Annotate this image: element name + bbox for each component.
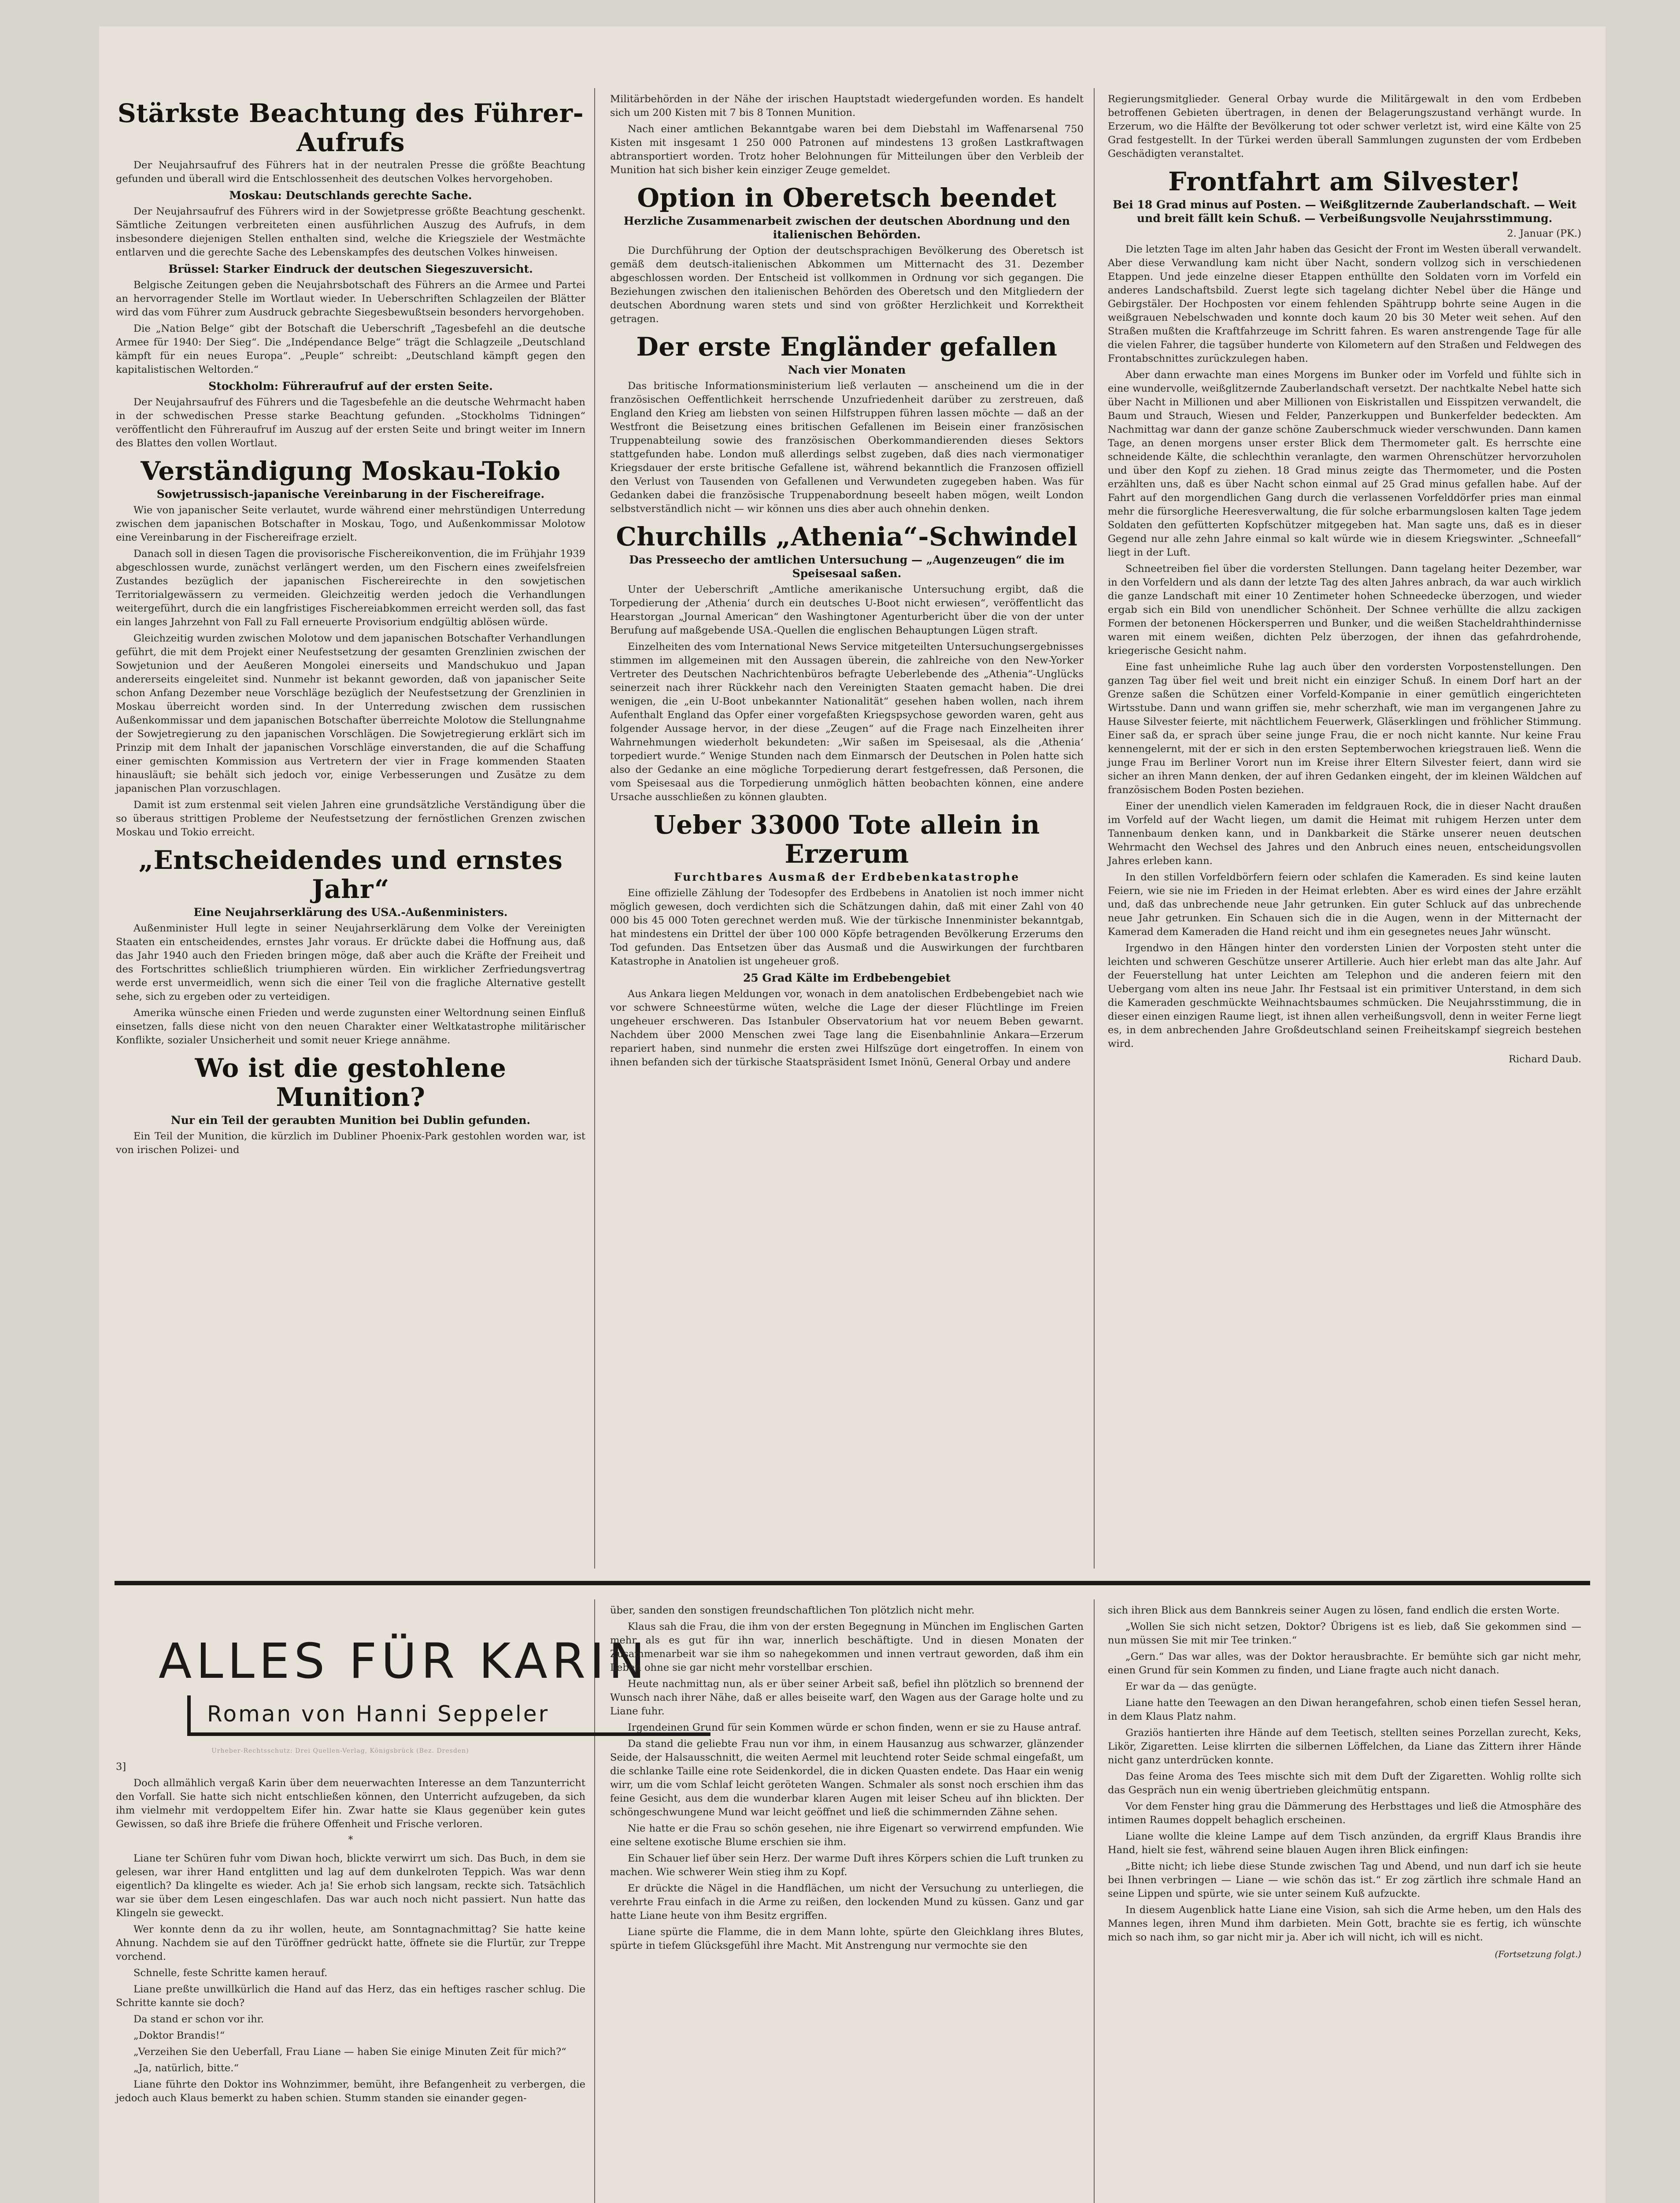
novel-text: In diesem Augenblick hatte Liane eine Vision, sah sich die Arme heben, um den Hals des Mannes legen, ihren Mund ihm darbieten. Mein Gott, brachte sie es fertig, ich wünschte mich so nach ihm, so gar nicht mir ja. Aber ich will nicht, ich will es nicht.	[1108, 1904, 1581, 1943]
article-text: Danach soll in diesen Tagen die provisorische Fischereikonvention, die im Frühjahr 1939 abgeschlossen wurde, zunächst verlängert werden, um den Fischern eines zweifelsfreien Zustandes bezüglich der japanischen Fischereirechte in den sowjetischen Territorialgewässern zu vermeiden. Gleichzeitig werden jedoch die Verhandlungen weitergeführt, durch die ein langfristiges Fischereiabkommen erreicht werden soll, das fast ein langes Jahrzehnt von Fall zu Fall erneuerte Provisorium endgültig ablösen würde.	[116, 548, 585, 628]
subheading: Furchtbares Ausmaß der Erdbebenkatastrophe	[673, 871, 1020, 883]
novel-text: Da stand er schon vor ihr.	[133, 2014, 264, 2025]
headline-frontfahrt: Frontfahrt am Silvester!	[1168, 167, 1521, 197]
article-text: Der Neujahrsaufruf des Führers und die Tagesbefehle an die deutsche Wehrmacht haben in der schwedischen Presse starke Beachtung gefunden. „Stockholms Tidningen“ veröffentlicht den Führeraufruf im Auszug auf der ersten Seite und bringt weiter im Innern des Blattes den vollen Wortlaut.	[116, 397, 585, 449]
article-text: Gleichzeitig wurden zwischen Molotow und dem japanischen Botschafter Verhandlungen geführt, die mit dem Projekt einer Neufestsetzung der gesamten Grenzlinien zwischen der Sowjetunion und der Aeußeren Mongolei einerseits und Mandschukuo und Japan andererseits eingeleitet sind. Nunmehr ist bekannt geworden, daß von japanischer Seite schon Anfang Dezember neue Vorschläge bezüglich der Neufestsetzung der Grenzlinien in Moskau überreicht worden sind. In der Unterredung zwischen dem russischen Außenkommissar und dem japanischen Botschafter überreichte Molotow die Stellungnahme der Sowjetregierung zu den japanischen Vorschlägen. Die Sowjetregierung erklärt sich im Prinzip mit dem Inhalt der japanischen Vorschläge einverstanden, die auf die Schaffung einer gemischten Kommission aus Vertretern der vier in Frage kommenden Staaten hinausläuft; sie behält sich jedoch vor, einige Verbesserungen und Zusätze zu dem japanischen Plan vorzuschlagen.	[116, 633, 585, 794]
novel-title: ALLES FÜR KARIN	[159, 1633, 649, 1689]
article-text: Eine offizielle Zählung der Todesopfer des Erdbebens in Anatolien ist noch immer nicht möglich gewesen, doch verdichten sich die Schätzungen dahin, daß mit einer Zahl von 40 000 bis 45 000 Toten gerechnet werden muß. Wie der türkische Innenminister bekanntgab, hat mindestens ein Drittel der über 100 000 Köpfe betragenden Bevölkerung Erzerums den Tod gefunden. Das Entsetzen über das Ausmaß und die Auswirkungen der furchtbaren Katastrophe in Anatolien ist ungeheuer groß.	[610, 887, 1084, 967]
novel-column-1	[116, 1760, 585, 2108]
article-text: Einzelheiten des vom International News Service mitgeteilten Untersuchungsergebnisses stimmen im allgemeinen mit den Aussagen überein, die zahlreiche von den New-Yorker Vertreter des Deutschen Nachrichtenbüros befragte Ueberlebende des „Athenia“-Unglücks seinerzeit nach ihrer Rückkehr nach den Vereinigten Staaten gemacht haben. Die drei wenigen, die „ein U-Boot unbekannter Nationalität“ gesehen haben wollen, nach ihrem Aufenthalt England das Opfer einer vorgefaßten Kriegspsychose geworden waren, geht aus folgender Aussage hervor, in der diese „Zeugen“ auf die Frage nach Einzelheiten ihrer Wahrnehmungen wiederholt bekundeten: „Wir saßen im Speisesaal, als die ‚Athenia‘ torpediert wurde.“ Wenige Stunden nach dem Einmarsch der Deutschen in Polen hatte sich also der Gedanke an eine mögliche Torpedierung derart festgefressen, daß Personen, die vom Speisesaal aus die Torpedierung unmöglich hätten beobachten können, eine andere Ursache ausschließen zu können glaubten.	[610, 641, 1084, 803]
novel-text: Irgendeinen Grund für sein Kommen würde er schon finden, wenn er sie zu Hause antraf.	[628, 1722, 1081, 1733]
headline-erzerum: Ueber 33000 Tote allein in Erzerum	[654, 810, 1040, 869]
column-rule-2	[1094, 88, 1095, 1569]
novel-text: Schnelle, feste Schritte kamen herauf.	[133, 1967, 328, 1979]
article-text: Außenminister Hull legte in seiner Neujahrserklärung dem Volke der Vereinigten Staaten ein entscheidendes, ernstes Jahr voraus. Er drückte dabei die Hoffnung aus, daß das Jahr 1940 auch den Frieden bringen möge, daß aber auch die Kräfte der Freiheit und des Fortschrittes schließlich triumphieren würden. Ein wirklicher Zerfriedungsvertrag werde erst unvermeidlich, wenn sich die einer Teil von die fragliche Alternative gestellt sehe, sich zu ergeben oder zu verteidigen.	[116, 923, 585, 1002]
subheading: Herzliche Zusammenarbeit zwischen der deutschen Abordnung und den italienischen Behörden.	[623, 215, 1070, 241]
headline-munition: Wo ist die gestohlene Munition?	[195, 1053, 507, 1112]
article-text: Wie von japanischer Seite verlautet, wurde während einer mehrstündigen Unterredung zwischen dem japanischen Botschafter in Moskau, Togo, und Außenkommissar Molotow eine Vereinbarung in der Fischereifrage erzielt.	[116, 504, 585, 543]
article-text: Der Neujahrsaufruf des Führers wird in der Sowjetpresse größte Beachtung geschenkt. Sämtliche Zeitungen verbreiteten einen ausführlichen Auszug des Aufrufs, in dem insbesondere diejenigen Stellen enthalten sind, welche die Kriegsziele der Westmächte entlarven und die gerechte Sache des Lebenskampfes des deutschen Volkes hinweisen.	[116, 206, 585, 258]
copyright-notice: Urheber-Rechtsschutz: Drei Quellen-Verlag, Königsbrück (Bez. Dresden)	[211, 1747, 469, 1754]
article-text: Regierungsmitglieder. General Orbay wurde die Militärgewalt in den vom Erdbeben betroffenen Gebieten übertragen, in denen der Belagerungszustand verhängt wurde. In Erzerum, wo die Hälfte der Bevölkerung tot oder schwer verletzt ist, wird eine Kälte von 25 Grad festgestellt. In der Türkei werden überall Sammlungen zugunsten der vom Erdbeben Geschädigten veranstaltet.	[1108, 93, 1581, 159]
novel-text: Liane spürte die Flamme, die in dem Mann lohte, spürte den Gleichklang ihres Blutes, spürte in tiefem Glücksgefühl ihre Macht. Mit Anstrengung nur vermochte sie den	[610, 1926, 1084, 1951]
novel-text: Klaus sah die Frau, die ihm von der ersten Begegnung in München im Englischen Garten mehr als es gut für ihn war, innerlich beschäftigte. Und in diesen Monaten der Zusammenarbeit war sie ihm so nahegekommen und innen vertraut geworden, daß ihm ein Leben ohne sie gar nicht mehr vorstellbar erschien.	[610, 1621, 1084, 1673]
subheading: Nur ein Teil der geraubten Munition bei Dublin gefunden.	[170, 1114, 531, 1127]
novel-text: Er drückte die Nägel in die Handflächen, um nicht der Versuchung zu unterliegen, die verehrte Frau einfach in die Arme zu reißen, den lockenden Mund zu küssen. Ganz und gar hatte Liane heute von ihm Besitz ergriffen.	[610, 1883, 1084, 1921]
article-text: Eine fast unheimliche Ruhe lag auch über den vordersten Vorpostenstellungen. Den ganzen Tag über fiel weit und breit nicht ein einziger Schuß. In einem Dorf hart an der Grenze saßen die Schützen einer Vorfeld-Kompanie in einer gemütlich eingerichteten Wirtsstube. Dann und wann griffen sie, mehr scherzhaft, wie man im vergangenen Jahre zu Hause Silvester feierte, mit nächtlichem Feuerwerk, Gläserklingen und fröhlicher Stimmung. Einer saß da, er sprach über seine junge Frau, die er noch nicht kannte. Nur keine Frau kennengelernt, mit der er sich in den ersten Septemberwochen kriegstrauen ließ. Wenn die junge Frau im Berliner Vorort nun im Kreise ihrer Eltern Silvester feiert, dann wird sie sicher an ihren Mann denken, der auf ihren Gedanken eingeht, der im kleinen Wäldchen auf französischem Boden Posten beziehen.	[1108, 661, 1581, 796]
continuation-note: (Fortsetzung folgt.)	[1495, 1949, 1581, 1959]
article-text: Unter der Ueberschrift „Amtliche amerikanische Untersuchung ergibt, daß die Torpedierung der ‚Athenia‘ durch ein deutsches U-Boot nicht erwiesen“, veröffentlicht das Hearstorgan „Journal American“ den Washingtoner Agenturbericht über die von der unter Berufung auf maßgebende USA.-Quellen die englischen Behauptungen Lügen straft.	[610, 584, 1084, 636]
article-text: Damit ist zum erstenmal seit vielen Jahren eine grundsätzliche Verständigung über die so überaus strittigen Probleme der Neufestsetzung der fernöstlichen Grenzen zwischen Moskau und Tokio erreicht.	[116, 799, 585, 838]
novel-column-2	[610, 1604, 1084, 1955]
novel-text: Doch allmählich vergaß Karin über dem neuerwachten Interesse an dem Tanzunterricht den Vorfall. Sie hatte sich nicht entschließen können, den Unterricht aufzugeben, da sich ihm vielmehr mit verdoppeltem Eifer hin. Zwar hatte sie Klaus gegenüber kein gutes Gewissen, so daß ihre Briefe die frühere Offenheit und Frische verloren.	[116, 1777, 585, 1830]
column-left	[116, 93, 585, 1160]
column-right	[1108, 93, 1581, 1068]
novel-text: sich ihren Blick aus dem Bannkreis seiner Augen zu lösen, fand endlich die ersten Worte.	[1108, 1605, 1560, 1616]
novel-text: Liane führte den Doktor ins Wohnzimmer, bemüht, ihre Befangenheit zu verbergen, die jedoch auch Klaus bemerkt zu haben schien. Stumm standen sie einander gegen-	[116, 2079, 585, 2104]
headline-ernstes-jahr: „Entscheidendes und ernstes Jahr“	[138, 845, 563, 904]
headline-athenia: Churchills „Athenia“-Schwindel	[616, 522, 1078, 552]
novel-text: Liane ter Schüren fuhr vom Diwan hoch, blickte verwirrt um sich. Das Buch, in dem sie gelesen, war ihrer Hand entglitten und lag auf dem dunkelroten Teppich. Was war denn eigentlich? Da klingelte es wieder. Ach ja! Sie erhob sich langsam, reckte sich. Tatsächlich war sie über dem Lesen eingeschlafen. Das war auch noch nicht passiert. Nun hatte das Klingeln sie geweckt.	[116, 1853, 585, 1919]
novel-text: Graziös hantierten ihre Hände auf dem Teetisch, stellten seines Porzellan zurecht, Keks, Likör, Zigaretten. Leise klirrten die silbernen Löffelchen, da Liane das Zittern ihrer Hände nicht ganz unterdrücken konnte.	[1108, 1727, 1581, 1766]
article-text: Die „Nation Belge“ gibt der Botschaft die Ueberschrift „Tagesbefehl an die deutsche Armee für 1940: Der Sieg“. Die „Indépendance Belge“ trägt die Schlagzeile „Deutschland kämpft für ein neues Europa“. „Peuple“ schreibt: „Deutschland kämpft gegen den kapitalistischen Weltorden.“	[116, 323, 585, 375]
subheading: Sowjetrussisch-japanische Vereinbarung in der Fischereifrage.	[156, 488, 545, 501]
novel-text: Er war da — das genügte.	[1125, 1681, 1257, 1692]
subheading: Bei 18 Grad minus auf Posten. — Weißglitzernde Zauberlandschaft. — Weit und breit fällt kein Schuß. — Verbeißungsvolle Neujahrsstimmung.	[1113, 198, 1576, 225]
novel-text: Liane wollte die kleine Lampe auf dem Tisch anzünden, da ergriff Klaus Brandis ihre Hand, hielt sie fest, während seine blauen Augen ihren Blick einfingen:	[1108, 1831, 1581, 1856]
article-text: Belgische Zeitungen geben die Neujahrsbotschaft des Führers an die Armee und Partei an hervorragender Stelle im Wortlaut wieder. In Ueberschriften Schlagzeilen der Blätter wird das vom Führer zum Ausdruck gebrachte Siegesbewußtsein besonders hervorgehoben.	[116, 279, 585, 318]
headline-engländer: Der erste Engländer gefallen	[636, 332, 1058, 362]
novel-text: Heute nachmittag nun, als er über seiner Arbeit saß, befiel ihn plötzlich so brennend der Wunsch nach ihrer Nähe, daß er alles beiseite warf, den Wagen aus der Garage holte und zu Liane fuhr.	[610, 1678, 1084, 1717]
subheading: Das Presseecho der amtlichen Untersuchung — „Augenzeugen“ die im Speisesaal saßen.	[629, 553, 1065, 580]
novel-column-3	[1108, 1604, 1581, 1959]
novel-text: „Verzeihen Sie den Ueberfall, Frau Liane — haben Sie einige Minuten Zeit für mich?“	[133, 2046, 566, 2058]
subheading: Nach vier Monaten	[788, 363, 906, 376]
section-divider	[115, 1581, 1590, 1585]
article-text: Nach einer amtlichen Bekanntgabe waren bei dem Diebstahl im Waffenarsenal 750 Kisten mit insgesamt 1 250 000 Patronen auf mindestens 13 großen Lastkraftwagen abtransportiert worden. Trotz hoher Belohnungen für Mitteilungen über den Verbleib der Munition hat sich bisher kein einziger Zeuge gemeldet.	[610, 123, 1084, 176]
article-text: Militärbehörden in der Nähe der irischen Hauptstadt wiedergefunden worden. Es handelt sich um 200 Kisten mit 7 bis 8 Tonnen Munition.	[610, 93, 1084, 119]
article-text: Die letzten Tage im alten Jahr haben das Gesicht der Front im Westen überall verwandelt. Aber diese Verwandlung kam nicht über Nacht, sondern vollzog sich in verschiedenen Etappen. Und jede einzelne dieser Etappen enthüllte den Soldaten vorn im Vorfeld ein anderes Landschaftsbild. Zuerst legte sich tagelang dichter Nebel über die Hänge und Gebirgstäler. Der Hochposten vor einem fehlenden Spähtrupp bohrte seine Augen in die weißgrauen Nebelschwaden und konnte doch kaum 20 bis 30 Meter weit sehen. Auf den Straßen mußten die Kraftfahrzeuge im Schritt fahren. Es waren anstrengende Tage für alle die vielen Fahrer, die tagsüber hunderte von Kilometern auf den Straßen und Feldwegen des Frontabschnittes zurückzulegen haben.	[1108, 244, 1581, 364]
article-text: Einer der unendlich vielen Kameraden im feldgrauen Rock, die in dieser Nacht draußen im Vorfeld auf der Wacht liegen, um damit die Heimat mit ruhigem Herzen unter dem Tannenbaum denken kann, und in Dankbarkeit die Stärke unserer neuen deutschen Wehrmacht den Wechsel des Jahres und den Anbruch eines neuen, entscheidungsvollen Jahres erleben kann.	[1108, 801, 1581, 867]
headline-fuehrer-aufruf: Stärkste Beachtung des Führer-Aufrufs	[117, 98, 584, 157]
subheading: 25 Grad Kälte im Erdbebengebiet	[743, 972, 951, 984]
novel-text: Liane preßte unwillkürlich die Hand auf das Herz, das ein heftiges rascher schlug. Die Schritte kannte sie doch?	[116, 1984, 585, 2009]
article-text: Schneetreiben fiel über die vordersten Stellungen. Dann tagelang heiter Dezember, war in den Vorfeldern und als dann der letzte Tag des alten Jahres anbrach, da war auch wirklich die ganze Landschaft mit einer 10 Zentimeter hohen Schneedecke überzogen, und wieder ergab sich ein Bild von unendlicher Schönheit. Der Schnee verhüllte die allzu zackigen Formen der betonenen Höckersperren und Bunker, und die weißen Stacheldrahthindernisse waren mit einem weißen, dichten Pelz überzogen, der ihnen das gefahrdrohende, kriegerische Gesicht nahm.	[1108, 563, 1581, 656]
column-rule-1	[594, 88, 595, 1569]
novel-text: Das feine Aroma des Tees mischte sich mit dem Duft der Zigaretten. Wohlig rollte sich das Gespräch nun ein wenig übertrieben gleichmütig entspann.	[1108, 1771, 1581, 1796]
dateline: 2. Januar (PK.)	[1507, 228, 1581, 239]
author-signature: Richard Daub.	[1508, 1053, 1581, 1065]
novel-text: Wer konnte denn da zu ihr wollen, heute, am Sonntagnachmittag? Sie hatte keine Ahnung. Nachdem sie auf den Türöffner gedrückt hatte, öffnete sie die Flurtür, zur Treppe vorchend.	[116, 1924, 585, 1962]
article-text: Das britische Informationsministerium ließ verlauten — anscheinend um die in der französischen Oeffentlichkeit herrschende Unzufriedenheit darüber zu zerstreuen, daß England den Krieg am liebsten von seinen Hilfstruppen führen lassen möchte — daß an der Westfront die Beisetzung eines britischen Gefallenen im Beisein einer französischen Truppenabteilung sowie des französischen Oberkommandierenden dieses Sektors stattgefunden habe. London muß allerdings selbst zugeben, daß dies nach viermonatiger Kriegsdauer der erste britische Gefallene ist, während bekanntlich die Franzosen offiziell den Verlust von Tausenden von Gefallenen und Verwundeten zugegeben haben. Was für Gedanken dabei die französische Truppenabordnung beseelt haben mögen, weilt London selbstverständlich nicht — wir können uns dies aber auch ohnehin denken.	[610, 380, 1084, 515]
article-text: Aber dann erwachte man eines Morgens im Bunker oder im Vorfeld und fühlte sich in eine wundervolle, weißglitzernde Zauberlandschaft versetzt. Der nachtkalte Nebel hatte sich über Nacht in Millionen und aber Millionen von Eiskristallen und Eisspitzen verwandelt, die Baum und Strauch, Wiesen und Felder, Panzerkuppen und Bunkerfelder bedeckten. Am Nachmittag war dann der ganze schöne Zauberschmuck wieder verschwunden. Dann kamen Tage, an denen morgens unser erster Blick dem Thermometer galt. Es herrschte eine schneidende Kälte, die schlechthin veranlagte, den warmen Ohrenschützer hervorzuholen und über den Kopf zu ziehen. 18 Grad minus zeigte das Thermometer, und die Posten erzählten uns, daß es über Nacht schon einmal auf 25 Grad minus gefallen habe. Auf der Fahrt auf den morgendlichen Gang durch die verlassenen Vorfelddörfer pries man einmal mehr die fürsorgliche Heeresverwaltung, die für solche erbarmungslosen kalten Tage jedem Soldaten den gefütterten Kopfschützer mitgegeben hat. Man sagte uns, daß es in dieser Gegend nur alle zehn Jahre einmal so kalt würde wie in diesem Kriegswinter. „Schneefall“ liegt in der Luft.	[1108, 369, 1581, 558]
article-text: Irgendwo in den Hängen hinter den vordersten Linien der Vorposten steht unter die leichten und schweren Geschütze unserer Artillerie. Auch hier erlebt man das alte Jahr. Auf der Feuerstellung hat unter Leichten am Telephon und die anderen feiern mit den Uebergang vom alten ins neue Jahr. Ihr Festsaal ist ein primitiver Unterstand, in dem sich die Kameraden geschmückte Weihnachtsbaumes schmücken. Die Neujahrsstimmung, die in dieser einen einzigen Raume liegt, ist ihnen allen verheißungsvoll, denn in weiter Ferne liegt es, in dem anbrechenden Jahre Großdeutschland seinen Freiheitskampf siegreich bestehen wird.	[1108, 942, 1581, 1050]
novel-byline: Roman von Hanni Seppeler	[207, 1701, 550, 1727]
article-text: Amerika wünsche einen Frieden und werde zugunsten einer Weltordnung seinen Einfluß einsetzen, falls diese nicht von den neuen Charakter einer Weltkatastrophe militärischer Konflikte, sozialer Unsicherheit und somit neuer Kriege annähme.	[116, 1007, 585, 1046]
novel-text: über, sanden den sonstigen freundschaftlichen Ton plötzlich nicht mehr.	[610, 1605, 975, 1616]
section-star: *	[348, 1835, 353, 1846]
article-text: Aus Ankara liegen Meldungen vor, wonach in dem anatolischen Erdbebengebiet nach wie vor schwere Schneestürme wüten, welche die Lage der dieser Flüchtlinge im Freien ungeheuer erschweren. Das Istanbuler Observatorium hat vor neuem Beben gewarnt. Nachdem über 2000 Menschen zwei Tage lang die Eisenbahnlinie Ankara—Erzerum repariert haben, sind nunmehr die ersten zwei Hilfszüge dort eingetroffen. In einem von ihnen befanden sich der türkische Staatspräsident Ismet Inönü, General Orbay und andere	[610, 988, 1084, 1068]
novel-text: Nie hatte er die Frau so schön gesehen, nie ihre Eigenart so verwirrend empfunden. Wie eine seltene exotische Blume erschien sie ihm.	[610, 1823, 1084, 1848]
article-text: Die Durchführung der Option der deutschsprachigen Bevölkerung des Oberetsch ist gemäß dem deutsch-italienischen Abkommen um Mitternacht des 31. Dezember abgeschlossen worden. Der Entscheid ist vollkommen in Ordnung vor sich gegangen. Die Beziehungen zwischen den italienischen Behörden des Oberetsch und den Mitgliedern der deutschen Abordnung waren stets und sind von größter Herzlichkeit und Korrektheit getragen.	[610, 245, 1084, 325]
headline-moskau-tokio: Verständigung Moskau-Tokio	[141, 456, 561, 486]
newspaper-page	[99, 26, 1606, 2203]
column-rule-3	[594, 1599, 595, 2203]
article-text: In den stillen Vorfeldbörfern feiern oder schlafen die Kameraden. Es sind keine lauten Feiern, wie sie nie im Frieden in der Heimat erlebten. Aber es wird eines der Jahre erzählt und, daß das unbrechende neue Jahr getrunken. Ein guter Schluck auf das unbrechende neue Jahr getrunken. Ein Schauen sich die in die Augen, wenn in der Mitternacht der Kamerad dem Kameraden die Hand reicht und ihm ein gesegnetes neues Jahr wünscht.	[1108, 872, 1581, 938]
novel-text: „Doktor Brandis!“	[133, 2030, 225, 2041]
novel-text: „Bitte nicht; ich liebe diese Stunde zwischen Tag und Abend, und nun darf ich sie heute bei Ihnen verbringen — Liane — wie schön das ist.“ Er zog zärtlich ihre schmale Hand an seine Lippen und spürte, wie sie unter seinem Kuß aufzuckte.	[1108, 1861, 1581, 1899]
column-middle	[610, 93, 1084, 1072]
novel-text: „Gern.“ Das war alles, was der Doktor herausbrachte. Er bemühte sich gar nicht mehr, einen Grund für sein Kommen zu finden, und Liane fragte auch nicht danach.	[1108, 1651, 1581, 1676]
chapter-number: 3]	[116, 1761, 126, 1773]
subheading: Eine Neujahrserklärung des USA.-Außenministers.	[193, 906, 508, 919]
column-rule-4	[1094, 1599, 1095, 2203]
subheading: Stockholm: Führeraufruf auf der ersten Seite.	[208, 380, 493, 393]
novel-text: „Ja, natürlich, bitte.“	[133, 2062, 239, 2074]
novel-text: „Wollen Sie sich nicht setzen, Doktor? Übrigens ist es lieb, daß Sie gekommen sind — nun müssen Sie mit mir Tee trinken.“	[1108, 1621, 1581, 1646]
novel-text: Da stand die geliebte Frau nun vor ihm, in einem Hausanzug aus schwarzer, glänzender Seide, der Halsausschnitt, die weiten Aermel mit leuchtend roter Seide schmal eingefaßt, um die schlanke Taille eine rote Seidenkordel, die in dicken Quasten endete. Das Haar ein wenig wirr, um die vom Schlaf leicht geröteten Wangen. Schmaler als sonst noch erschien ihm das feine Gesicht, aus dem die wunderbar klaren Augen mit leiser Scheu auf ihn blickten. Der schöngeschwungene Mund war leicht geöffnet und ließ die schimmernden Zähne sehen.	[610, 1738, 1084, 1818]
article-text: Der Neujahrsaufruf des Führers hat in der neutralen Presse die größte Beachtung gefunden und überall wird die Entschlossenheit des deutschen Volkes hervorgehoben.	[116, 159, 585, 185]
subheading: Moskau: Deutschlands gerechte Sache.	[229, 189, 472, 202]
subheading: Brüssel: Starker Eindruck der deutschen Siegeszuversicht.	[168, 263, 533, 275]
novel-text: Ein Schauer lief über sein Herz. Der warme Duft ihres Körpers schien die Luft trunken zu machen. Wie schwerer Wein stieg ihm zu Kopf.	[610, 1853, 1084, 1878]
novel-text: Liane hatte den Teewagen an den Diwan herangefahren, schob einen tiefen Sessel heran, in dem Klaus Platz nahm.	[1108, 1697, 1581, 1722]
novel-text: Vor dem Fenster hing grau die Dämmerung des Herbsttages und ließ die Atmosphäre des intimen Raumes doppelt behaglich erscheinen.	[1108, 1801, 1581, 1826]
headline-oberetsch: Option in Oberetsch beendet	[637, 183, 1057, 213]
article-text: Ein Teil der Munition, die kürzlich im Dubliner Phoenix-Park gestohlen worden war, ist von irischen Polizei- und	[116, 1131, 585, 1156]
